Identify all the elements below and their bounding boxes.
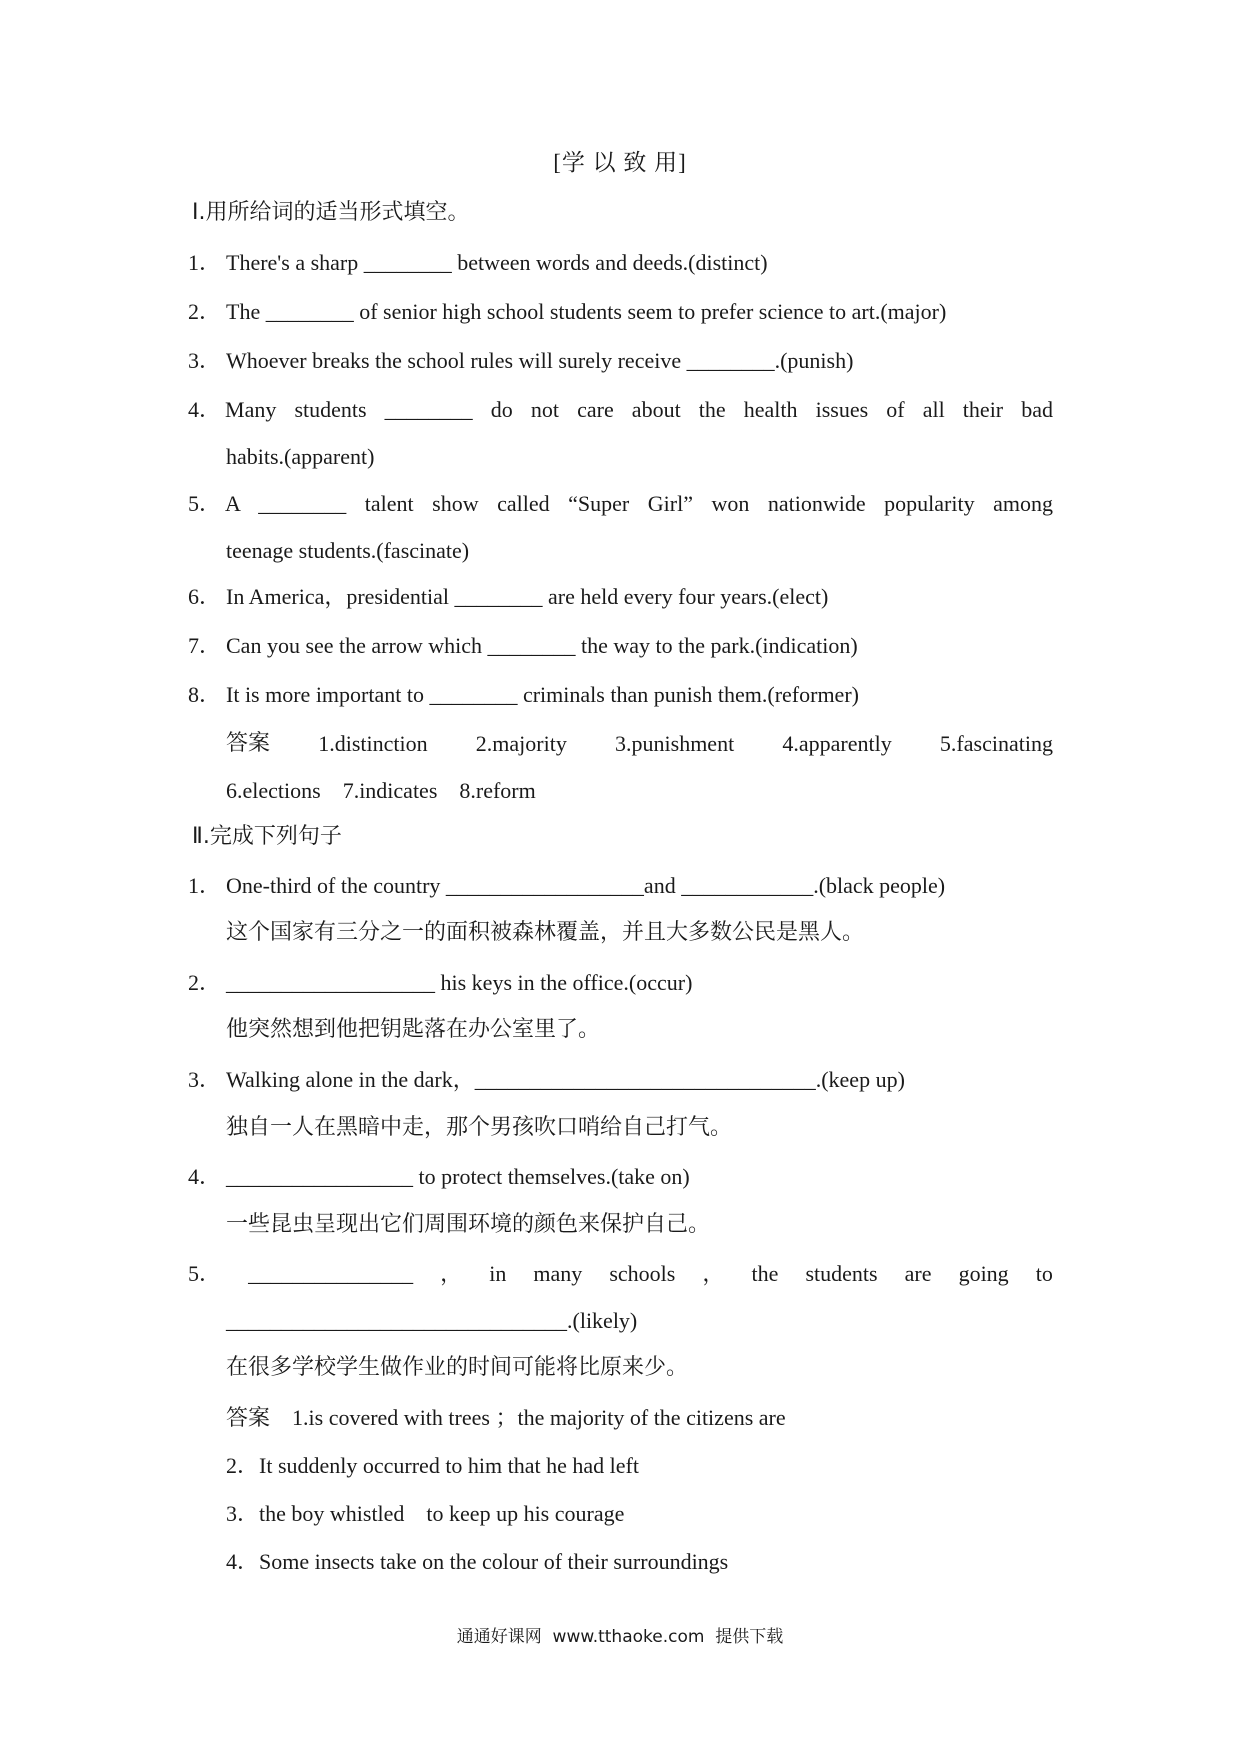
section-1-heading: Ⅰ.用所给词的适当形式填空。 [192, 200, 470, 225]
question-text: ___________________ his keys in the office.(occur) [226, 970, 693, 995]
question-word: going [958, 1261, 1009, 1286]
answer-line [226, 729, 1053, 759]
section-2-heading: Ⅱ.完成下列句子 [192, 824, 342, 849]
page-title: [学 以 致 用] [553, 150, 687, 175]
question-text: It is more important to ________ criminals than punish them.(reformer) [226, 682, 859, 707]
chinese-translation: 这个国家有三分之一的面积被森林覆盖，并且大多数公民是黑人。 [226, 920, 865, 945]
question-item [0, 631, 1240, 661]
question-text: In America，presidential ________ are held every four years.(elect) [226, 584, 829, 609]
question-item [0, 871, 1240, 901]
question-text: The ________ of senior high school students seem to prefer science to art.(major) [226, 299, 947, 324]
question-continuation: habits.(apparent) [226, 444, 375, 469]
question-number: 3． [188, 348, 222, 373]
question-number: 5． [188, 1261, 222, 1286]
question-number: 2． [188, 299, 222, 324]
question-number: 8． [188, 682, 222, 707]
question-number: 5． [188, 491, 222, 516]
question-item [188, 395, 1053, 425]
question-item [188, 1259, 1053, 1289]
question-number: 4． [188, 397, 222, 422]
question-number: 1． [188, 873, 222, 898]
question-text: Whoever breaks the school rules will surely receive ________.(punish) [226, 348, 854, 373]
question-word: many [533, 1261, 583, 1286]
question-word: the [751, 1261, 779, 1286]
question-item [188, 489, 1053, 519]
chinese-translation: 他突然想到他把钥匙落在办公室里了。 [226, 1017, 601, 1042]
question-word: students [805, 1261, 878, 1286]
question-item [0, 1065, 1240, 1095]
answer-item: 4.apparently [782, 731, 892, 756]
chinese-translation: 一些昆虫呈现出它们周围环境的颜色来保护自己。 [226, 1212, 711, 1237]
question-word: schools [609, 1261, 676, 1286]
question-number: 1． [188, 250, 222, 275]
question-number: 6． [188, 584, 222, 609]
question-item [0, 346, 1240, 376]
answer-line: 3．the boy whistled to keep up his courage [226, 1501, 625, 1526]
question-number: 2． [188, 970, 222, 995]
question-item [0, 248, 1240, 278]
answer-item: 3.punishment [615, 731, 735, 756]
question-number: 7． [188, 633, 222, 658]
question-continuation: teenage students.(fascinate) [226, 538, 470, 563]
answer-line [0, 1403, 1240, 1434]
answer-item: 1.distinction [318, 731, 428, 756]
chinese-translation: 在很多学校学生做作业的时间可能将比原来少。 [226, 1355, 689, 1380]
question-text: There's a sharp ________ between words and deeds.(distinct) [226, 250, 768, 275]
question-text: Many students ________ do not care about the health issues of all their bad [225, 397, 1053, 422]
question-word: ， [702, 1261, 725, 1286]
question-item [0, 968, 1240, 998]
question-continuation: _______________________________.(likely) [226, 1308, 638, 1333]
question-text: _________________ to protect themselves.(take on) [226, 1164, 690, 1189]
question-item [0, 582, 1240, 612]
answer-line: 2．It suddenly occurred to him that he had left [226, 1453, 639, 1478]
answer-text: 1.is covered with trees ；the majority of the citizens are [292, 1405, 786, 1430]
question-text: Can you see the arrow which ________ the way to the park.(indication) [226, 633, 858, 658]
answer-line: 4．Some insects take on the colour of their surroundings [226, 1549, 729, 1574]
question-item [0, 680, 1240, 710]
question-text: A ________ talent show called “Super Girl” won nationwide popularity among [225, 491, 1053, 516]
question-number: 3． [188, 1067, 222, 1092]
answer-item: 5.fascinating [939, 731, 1053, 756]
question-word: are [904, 1261, 932, 1286]
question-word: in [489, 1261, 507, 1286]
question-item [0, 1162, 1240, 1192]
chinese-translation: 独自一人在黑暗中走，那个男孩吹口哨给自己打气。 [226, 1115, 733, 1140]
answer-continuation: 6.elections 7.indicates 8.reform [226, 778, 536, 803]
question-text: One-third of the country __________________and ____________.(black people) [226, 873, 946, 898]
question-word: to [1035, 1261, 1053, 1286]
question-word: ， [440, 1261, 463, 1286]
question-item [0, 297, 1240, 327]
question-word: _______________ [248, 1261, 414, 1286]
question-number: 4． [188, 1164, 222, 1189]
answer-item: 2.majority [475, 731, 567, 756]
question-text: Walking alone in the dark，_______________________________.(keep up) [226, 1067, 905, 1092]
page-footer: 通通好课网 www.tthaoke.com 提供下载 [456, 1627, 784, 1647]
answer-label: 答案 [226, 1406, 271, 1431]
answer-label: 答案 [226, 731, 271, 756]
